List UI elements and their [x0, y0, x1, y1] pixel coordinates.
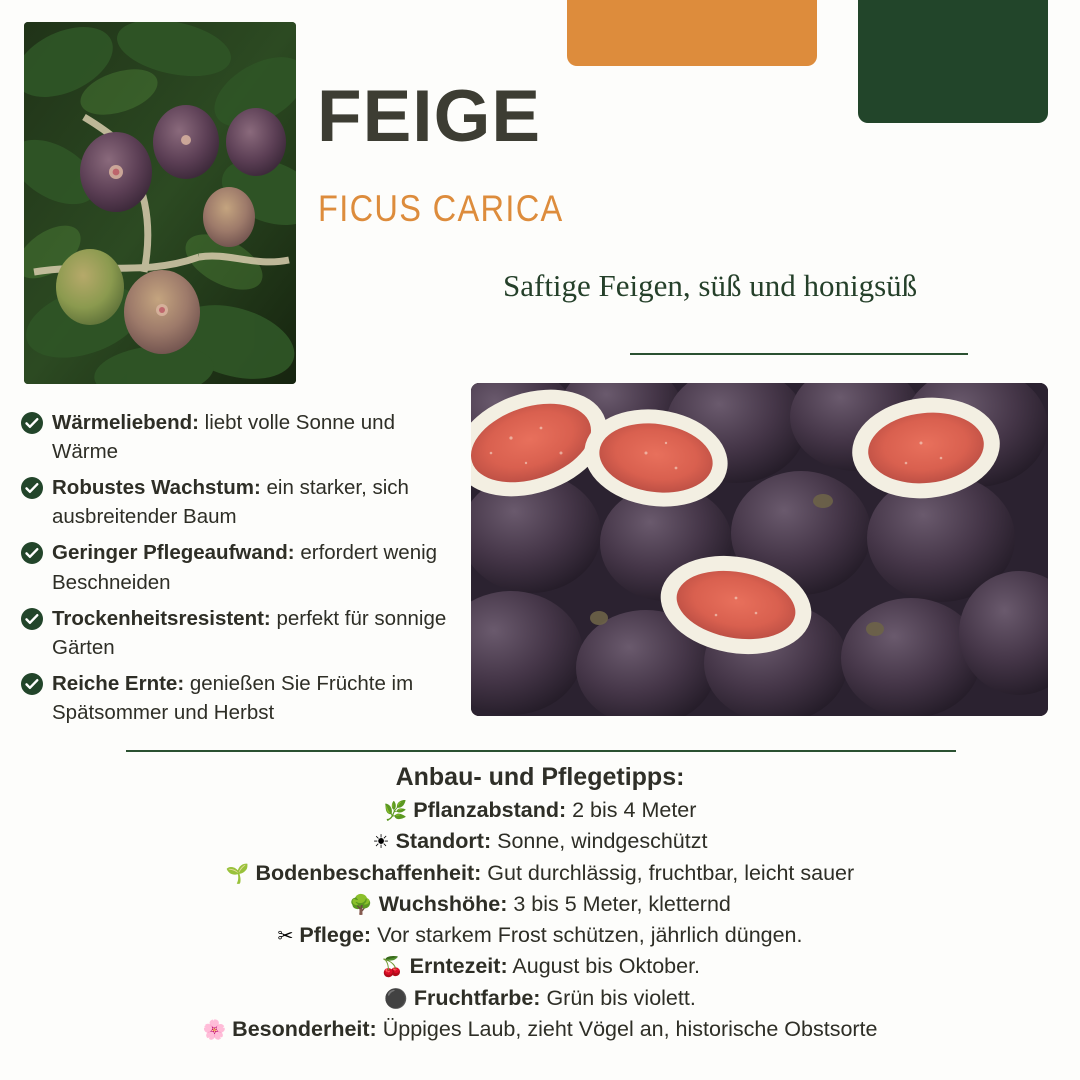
tip-text [414, 986, 696, 1012]
feature-text [52, 408, 460, 466]
latin-name: FICUS CARICA [318, 188, 564, 229]
feature-text [52, 669, 460, 727]
check-circle-icon [20, 672, 44, 696]
tree-icon: 🌳 [349, 894, 373, 916]
feature-detail: erfordert wenig Beschneiden [52, 541, 438, 594]
check-circle-icon [20, 541, 44, 565]
divider-bottom [126, 750, 956, 752]
tip-detail: 3 bis 5 Meter, kletternd [507, 891, 731, 916]
check-circle-icon [20, 476, 44, 500]
tip-text [256, 861, 855, 887]
tip-label: Wuchshöhe: [378, 891, 508, 916]
tips-list [0, 798, 1080, 1048]
tip-label: Bodenbeschaffenheit: [255, 860, 482, 885]
tip-label: Besonderheit: [232, 1017, 377, 1042]
decorative-green-block [858, 0, 1048, 123]
list-item [20, 473, 460, 531]
list-item [0, 1017, 1080, 1043]
tip-label: Erntezeit: [409, 954, 508, 979]
list-item [20, 538, 460, 596]
seedling-icon: 🌱 [225, 863, 250, 885]
decorative-orange-block [567, 0, 817, 66]
feature-text [52, 604, 460, 662]
page-title: FEIGE [317, 76, 542, 157]
tip-detail: Sonne, windgeschützt [491, 829, 708, 854]
list-item [0, 986, 1080, 1012]
tip-detail: August bis Oktober. [507, 954, 701, 979]
fig-tree-photo [24, 22, 296, 384]
tagline: Saftige Feigen, süß und honigsüß [503, 268, 918, 303]
tip-detail: Üppiges Laub, zieht Vögel an, historische Obstsorte [376, 1017, 878, 1042]
tip-detail: 2 bis 4 Meter [566, 798, 697, 822]
tips-heading: Anbau- und Pflegetipps: [395, 763, 685, 791]
list-item [20, 669, 460, 727]
scissors-icon: ✂ [277, 926, 294, 948]
tip-label: Pflanzabstand: [413, 798, 567, 822]
feature-detail: genießen Sie Früchte im Spätsommer und Herbst [52, 671, 414, 724]
feature-label: Robustes Wachstum: [52, 476, 261, 500]
feature-detail: liebt volle Sonne und Wärme [52, 411, 395, 464]
tip-label: Standort: [395, 829, 492, 854]
figs-photo [471, 383, 1048, 716]
blossom-icon: 🌸 [202, 1020, 227, 1042]
dark-circle-icon: ⚫ [384, 988, 408, 1010]
feature-text [52, 473, 460, 531]
list-item [0, 923, 1080, 949]
feature-label: Wärmeliebend: [52, 411, 199, 434]
divider-top [630, 353, 968, 355]
check-circle-icon [20, 607, 44, 631]
feature-label: Geringer Pflegeaufwand: [52, 541, 295, 565]
list-item [20, 408, 460, 466]
feature-label: Reiche Ernte: [52, 671, 185, 695]
features-list [20, 408, 460, 734]
feature-detail: ein starker, sich ausbreitender Baum [52, 476, 409, 529]
feature-detail: perfekt für sonnige Gärten [52, 606, 447, 659]
tip-label: Fruchtfarbe: [413, 985, 541, 1010]
list-item [0, 954, 1080, 980]
tip-text [379, 892, 731, 918]
tip-text [396, 829, 708, 855]
list-item [0, 798, 1080, 824]
tip-detail: Grün bis violett. [540, 985, 696, 1010]
list-item [0, 829, 1080, 855]
list-item [0, 861, 1080, 887]
list-item [0, 892, 1080, 918]
tip-text [413, 798, 696, 824]
tip-detail: Vor starkem Frost schützen, jährlich düngen. [371, 923, 803, 948]
feature-label: Trockenheitsresistent: [52, 606, 271, 630]
tip-label: Pflege: [299, 923, 372, 948]
list-item [20, 604, 460, 662]
tip-text [299, 923, 802, 949]
tip-text [410, 954, 700, 980]
tip-detail: Gut durchlässig, fruchtbar, leicht sauer [481, 860, 855, 885]
cherries-icon: 🍒 [379, 957, 404, 979]
check-circle-icon [20, 411, 44, 435]
feature-text [52, 538, 460, 596]
tip-text [232, 1017, 877, 1043]
herb-icon: 🌿 [383, 801, 408, 822]
sun-icon: ☀ [372, 832, 390, 854]
